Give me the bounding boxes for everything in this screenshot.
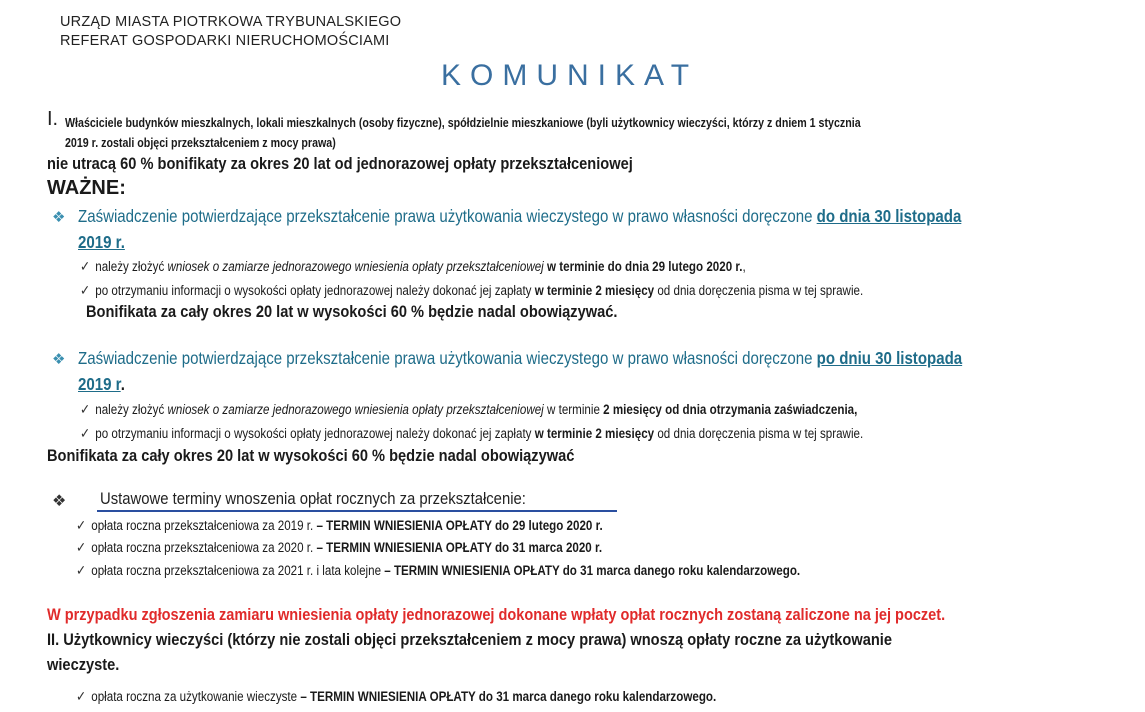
case1-item2-c: od dnia doręczenia pisma w tej sprawie. bbox=[654, 283, 864, 298]
statutory-item-text: opłata roczna przekształceniowa za 2019 r. bbox=[91, 518, 317, 533]
check-icon: ✓ bbox=[80, 282, 91, 298]
case1-deadline: do dnia 30 listopada bbox=[816, 206, 962, 226]
check-icon: ✓ bbox=[76, 539, 87, 555]
case2-deadline: po dniu 30 listopada bbox=[816, 348, 963, 368]
case1-item1-a: należy złożyć bbox=[95, 259, 168, 274]
case2-text bbox=[78, 348, 962, 369]
statutory-item-deadline: – TERMIN WNIESIENIA OPŁATY do 31 marca 2020 r. bbox=[316, 540, 603, 555]
case1-description: Zaświadczenie potwierdzające przekształcenie prawa użytkowania wieczystego w prawo własności doręczone bbox=[78, 206, 817, 226]
case1-deadline-year bbox=[78, 232, 125, 253]
statutory-item-2020 bbox=[76, 539, 602, 556]
case1-item1 bbox=[80, 258, 746, 275]
important-heading: WAŻNE: bbox=[47, 177, 126, 199]
section2-line1: II. Użytkownicy wieczyści (którzy nie zostali objęci przekształceniem z mocy prawa) wnoszą opłaty roczne za użytkowanie bbox=[47, 630, 892, 649]
section-statement: nie utracą 60 % bonifikaty za okres 20 lat od jednorazowej opłaty przekształceniowej bbox=[47, 154, 633, 173]
case2-item2-b: w terminie 2 miesięcy bbox=[534, 426, 655, 441]
red-notice: W przypadku zgłoszenia zamiaru wniesienia opłaty jednorazowej dokonane wpłaty opłat rocznych zostaną zaliczone na jej poczet. bbox=[47, 605, 946, 624]
case2-item2 bbox=[80, 425, 863, 442]
office-name: URZĄD MIASTA PIOTRKOWA TRYBUNALSKIEGO bbox=[60, 14, 402, 30]
statutory-item-text: opłata roczna przekształceniowa za 2020 r. bbox=[91, 540, 317, 555]
case2-item1-b: wniosek o zamiarze jednorazowego wniesienia opłaty przekształceniowej bbox=[167, 402, 544, 417]
check-icon: ✓ bbox=[76, 562, 87, 578]
case1-item2 bbox=[80, 282, 863, 299]
check-icon: ✓ bbox=[76, 517, 87, 533]
case2-item1 bbox=[80, 401, 857, 418]
statutory-item-deadline: – TERMIN WNIESIENIA OPŁATY do 31 marca danego roku kalendarzowego. bbox=[384, 563, 801, 578]
case2-item2-c: od dnia doręczenia pisma w tej sprawie. bbox=[654, 426, 864, 441]
diamond-bullet-icon: ❖ bbox=[52, 209, 66, 226]
section2-item-text: opłata roczna za użytkowanie wieczyste bbox=[91, 689, 301, 704]
statutory-item-text: opłata roczna przekształceniowa za 2021 r. i lata kolejne bbox=[91, 563, 385, 578]
case2-item1-d: 2 miesięcy od dnia otrzymania zaświadczenia, bbox=[603, 402, 858, 417]
check-icon: ✓ bbox=[80, 401, 91, 417]
statutory-item-2019 bbox=[76, 517, 603, 534]
check-icon: ✓ bbox=[76, 688, 87, 704]
section2-item-deadline: – TERMIN WNIESIENIA OPŁATY do 31 marca danego roku kalendarzowego. bbox=[300, 689, 717, 704]
document-title: KOMUNIKAT bbox=[441, 59, 699, 92]
diamond-bullet-icon: ❖ bbox=[52, 493, 67, 510]
case2-deadline-year bbox=[78, 374, 125, 395]
check-icon: ✓ bbox=[80, 425, 91, 441]
case1-text bbox=[78, 206, 961, 227]
case2-item1-a: należy złożyć bbox=[95, 402, 168, 417]
section2-item bbox=[76, 688, 716, 705]
case1-item1-b: wniosek o zamiarze jednorazowego wniesienia opłaty przekształceniowej bbox=[167, 259, 544, 274]
statutory-item-deadline: – TERMIN WNIESIENIA OPŁATY do 29 lutego 2020 r. bbox=[316, 518, 603, 533]
case2-bonus: Bonifikata za cały okres 20 lat w wysokości 60 % będzie nadal obowiązywać bbox=[47, 446, 575, 465]
case1-deadline-year-text: 2019 r. bbox=[78, 232, 125, 252]
case2-deadline-year-text: 2019 r bbox=[78, 374, 121, 394]
check-icon: ✓ bbox=[80, 258, 91, 274]
case2-item2-a: po otrzymaniu informacji o wysokości opłaty jednorazowej należy dokonać jej zapłaty bbox=[95, 426, 535, 441]
heading-underline bbox=[97, 510, 617, 512]
statutory-heading: Ustawowe terminy wnoszenia opłat rocznych za przekształcenie: bbox=[100, 490, 526, 508]
case2-deadline-dot: . bbox=[120, 374, 125, 394]
section-intro-line2: 2019 r. zostali objęci przekształceniem z mocy prawa) bbox=[65, 135, 336, 150]
case2-description: Zaświadczenie potwierdzające przekształcenie prawa użytkowania wieczystego w prawo własności doręczone bbox=[78, 348, 817, 368]
case1-item1-d: , bbox=[742, 259, 746, 274]
statutory-item-2021 bbox=[76, 562, 800, 579]
section-number: I. bbox=[47, 108, 59, 130]
department-name: REFERAT GOSPODARKI NIERUCHOMOŚCIAMI bbox=[60, 33, 390, 49]
case1-item2-b: w terminie 2 miesięcy bbox=[534, 283, 655, 298]
section2-line2: wieczyste. bbox=[47, 655, 120, 674]
case2-item1-c: w terminie bbox=[543, 402, 604, 417]
case1-bonus: Bonifikata za cały okres 20 lat w wysokości 60 % będzie nadal obowiązywać. bbox=[86, 302, 618, 321]
case1-item2-a: po otrzymaniu informacji o wysokości opłaty jednorazowej należy dokonać jej zapłaty bbox=[95, 283, 535, 298]
case1-item1-c: w terminie do dnia 29 lutego 2020 r. bbox=[543, 259, 743, 274]
diamond-bullet-icon: ❖ bbox=[52, 351, 66, 368]
section-intro-line1: Właściciele budynków mieszkalnych, lokali mieszkalnych (osoby fizyczne), spółdzielnie mieszkaniowe (byli użytkownicy wieczyści, którzy z dniem 1 stycznia bbox=[65, 115, 861, 130]
